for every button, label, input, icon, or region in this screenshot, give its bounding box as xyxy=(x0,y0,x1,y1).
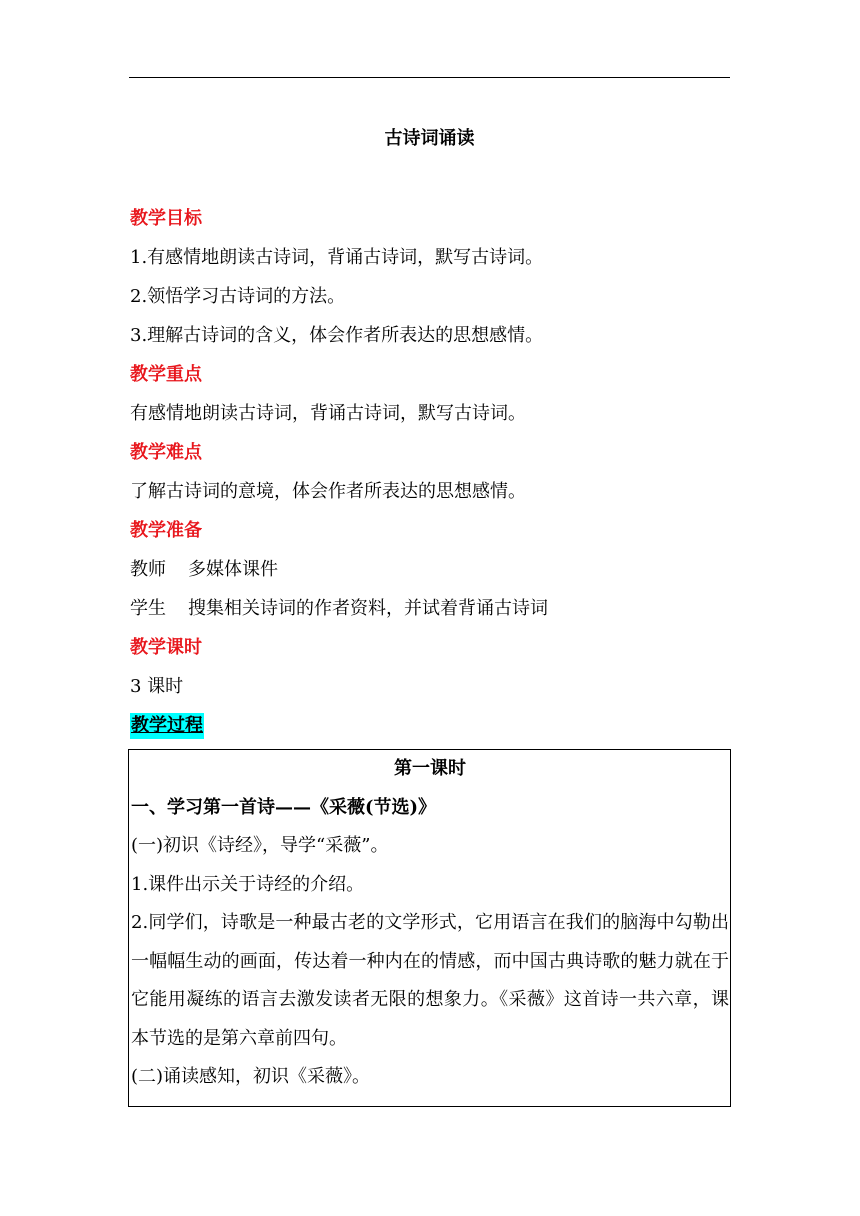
student-label: 学生 xyxy=(130,598,166,619)
step-one: 1.课件出示关于诗经的介绍。 xyxy=(131,873,365,895)
subsection-two: (二)诵读感知，初识《采薇》。 xyxy=(131,1066,371,1087)
process-heading: 教学过程 xyxy=(130,713,204,739)
objective-item: 3.理解古诗词的含义，体会作者所表达的思想感情。 xyxy=(130,325,544,346)
section-title: 一、学习第一首诗——《采薇(节选)》 xyxy=(131,796,437,818)
objective-item: 2.领悟学习古诗词的方法。 xyxy=(130,286,346,307)
hours-heading: 教学课时 xyxy=(130,637,202,658)
step-two-paragraph: 2.同学们，诗歌是一种最古老的文学形式，它用语言在我们的脑海中勾勒出一幅幅生动的画面，传达着一种内在的情感，而中国古典诗歌的魅力就在于它能用凝练的语言去激发读者无限的想象力。《采薇》这首诗一共六章，课本节选的是第六章前四句。 xyxy=(131,912,729,1049)
preparation-student xyxy=(130,589,730,628)
objectives-heading: 教学目标 xyxy=(130,208,202,229)
objective-item: 1.有感情地朗读古诗词，背诵古诗词，默写古诗词。 xyxy=(130,247,544,268)
page-title: 古诗词诵读 xyxy=(384,128,475,149)
teacher-materials: 多媒体课件 xyxy=(188,559,278,580)
preparation-teacher xyxy=(130,550,730,589)
key-points-heading: 教学重点 xyxy=(130,364,202,385)
preparation-heading: 教学准备 xyxy=(130,520,202,541)
session-title: 第一课时 xyxy=(394,758,466,779)
hours-text: 3 课时 xyxy=(130,676,184,697)
student-materials: 搜集相关诗词的作者资料，并试着背诵古诗词 xyxy=(188,598,548,619)
process-heading-row xyxy=(130,706,730,745)
difficulties-heading: 教学难点 xyxy=(130,442,202,463)
key-points-text: 有感情地朗读古诗词，背诵古诗词，默写古诗词。 xyxy=(130,403,526,424)
teacher-label: 教师 xyxy=(130,559,166,580)
difficulties-text: 了解古诗词的意境，体会作者所表达的思想感情。 xyxy=(130,481,526,502)
process-table xyxy=(128,749,731,1107)
header-rule xyxy=(129,77,730,78)
subsection-one: (一)初识《诗经》，导学“采薇”。 xyxy=(131,835,389,856)
lesson-plan-body xyxy=(130,199,730,745)
